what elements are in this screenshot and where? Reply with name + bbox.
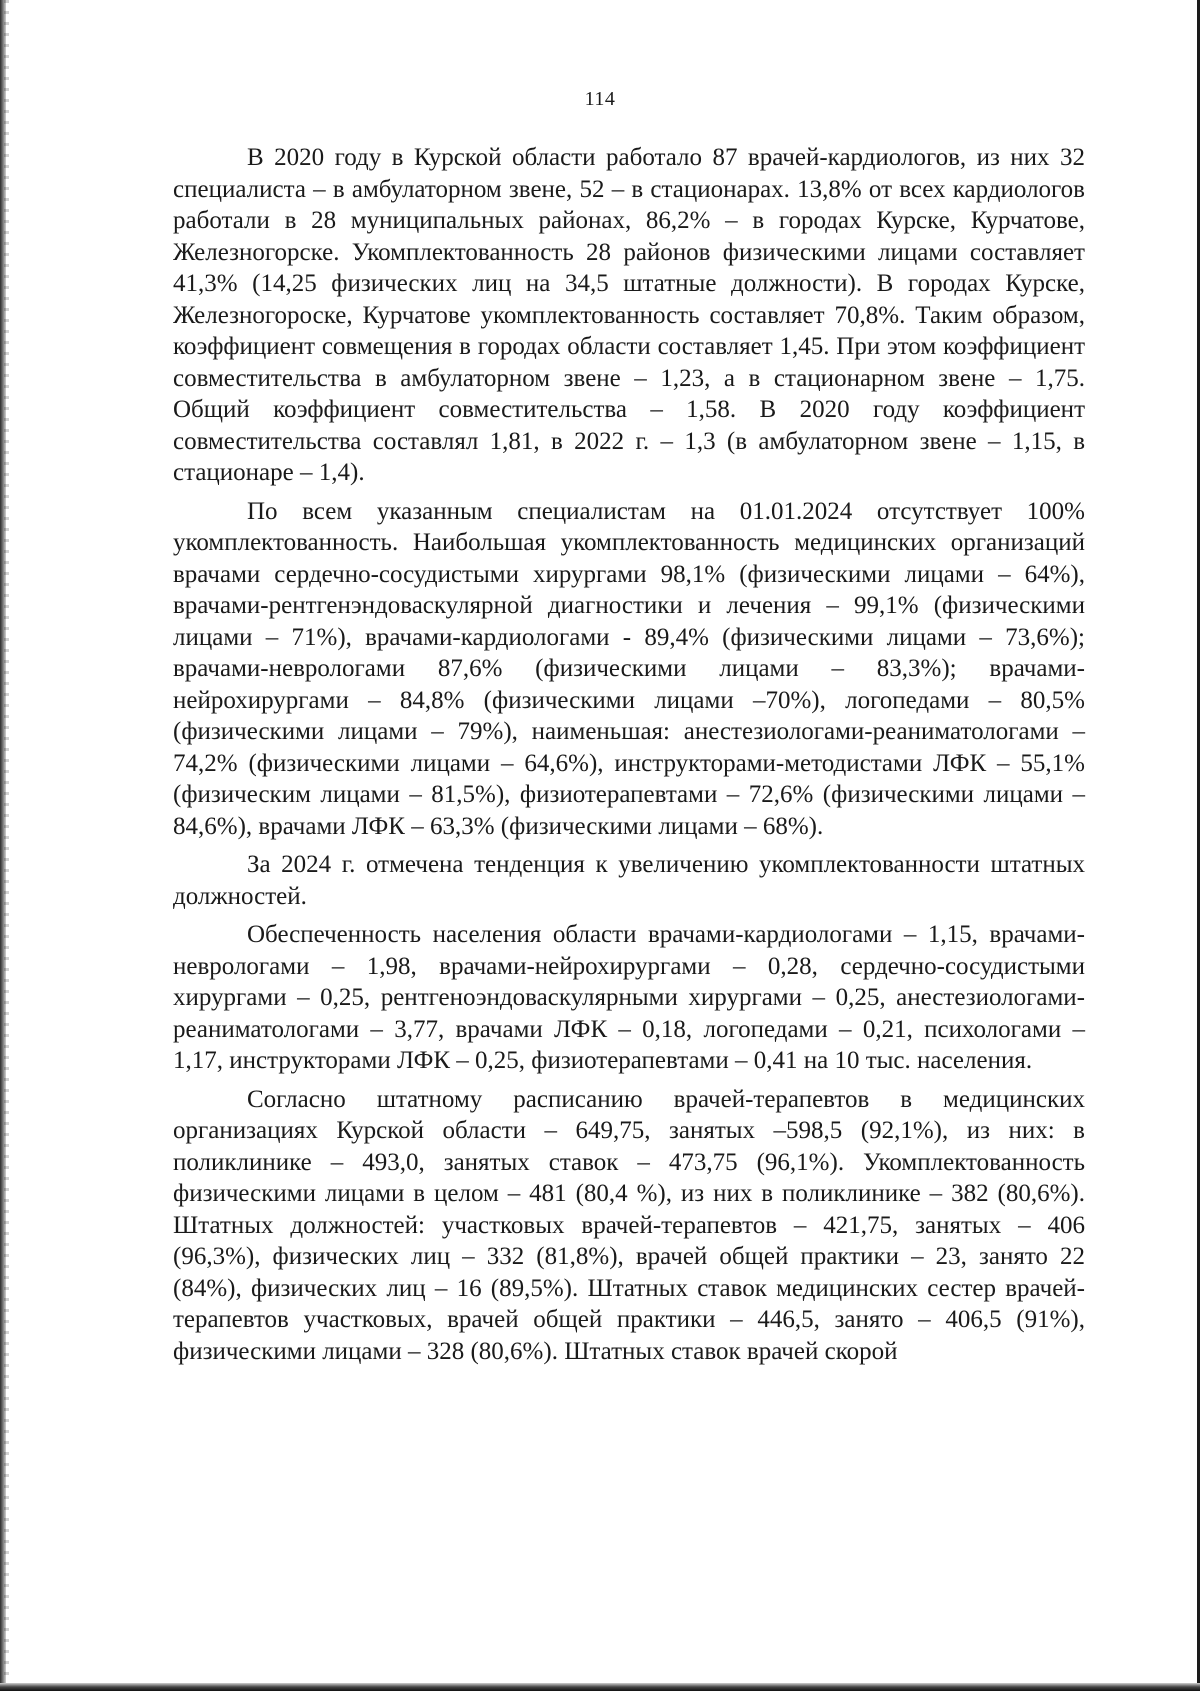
- paragraph-cardiologists-2020: В 2020 году в Курской области работало 87 врачей-кардиологов, из них 32 специалиста – в амбулаторном звене, 52 – в стационарах. 13,8% от всех кардиологов работали в 28 муниципальных районах, 86,2% – в городах Курске, Курчатове, Железногорске. Укомплектованность 28 районов физическими лицами составляет 41,3% (14,25 физических лиц на 34,5 штатные должности). В городах Курске, Железногороске, Курчатове укомплектованность составляет 70,8%. Таким образом, коэффициент совмещения в городах области составляет 1,45. При этом коэффициент совместительства в амбулаторном звене – 1,23, а в стационарном звене – 1,75. Общий коэффициент совместительства – 1,58. В 2020 году коэффициент совместительства составлял 1,81, в 2022 г. – 1,3 (в амбулаторном звене – 1,15, в стационаре – 1,4).: [173, 144, 1085, 486]
- scan-left-edge-speckle: [4, 0, 9, 1691]
- scan-bottom-edge: [0, 1683, 1200, 1691]
- paragraph-population-provision: Обеспеченность населения области врачами-кардиологами – 1,15, врачами-неврологами – 1,98, врачами-нейрохирургами – 0,28, сердечно-сосудистыми хирургами – 0,25, рентгеноэндоваскулярными хирургами – 0,25, анестезиологами-реаниматологами – 3,77, врачами ЛФК – 0,18, логопедами – 0,21, психологами – 1,17, инструкторами ЛФК – 0,25, физиотерапевтами – 0,41 на 10 тыс. населения.: [173, 921, 1085, 1074]
- paragraph-staffing-specialists: По всем указанным специалистам на 01.01.2024 отсутствует 100% укомплектованность. Наибольшая укомплектованность медицинских организаций врачами сердечно-сосудистыми хирургами 98,1% (физическими лицами – 64%), врачами-рентгенэндоваскулярной диагностики и лечения – 99,1% (физическими лицами – 71%), врачами-кардиологами - 89,4% (физическими лицами – 73,6%); врачами-неврологами 87,6% (физическими лицами – 83,3%); врачами-нейрохирургами – 84,8% (физическими лицами –70%), логопедами – 80,5% (физическими лицами – 79%), наименьшая: анестезиологами-реаниматологами – 74,2% (физическими лицами – 64,6%), инструкторами-методистами ЛФК – 55,1% (физическим лицами – 81,5%), физиотерапевтами – 72,6% (физическими лицами – 84,6%), врачами ЛФК – 63,3% (физическими лицами – 68%).: [173, 497, 1085, 840]
- document-body: [173, 142, 1085, 1374]
- paragraph-therapists-staffing: Согласно штатному расписанию врачей-терапевтов в медицинских организациях Курской области – 649,75, занятых –598,5 (92,1%), из них: в поликлинике – 493,0, занятых ставок – 473,75 (96,1%). Укомплектованность физическими лицами в целом – 481 (80,4 %), из них в поликлинике – 382 (80,6%). Штатных должностей: участковых врачей-терапевтов – 421,75, занятых – 406 (96,3%), физических лиц – 332 (81,8%), врачей общей практики – 23, занято 22 (84%), физических лиц – 16 (89,5%). Штатных ставок медицинских сестер врачей-терапевтов участковых, врачей общей практики – 446,5, занято – 406,5 (91%), физическими лицами – 328 (80,6%). Штатных ставок врачей скорой: [173, 1085, 1085, 1365]
- paragraph-staffing-trend-2024: За 2024 г. отмечена тенденция к увеличению укомплектованности штатных должностей.: [173, 851, 1085, 910]
- page-number: 114: [584, 88, 616, 110]
